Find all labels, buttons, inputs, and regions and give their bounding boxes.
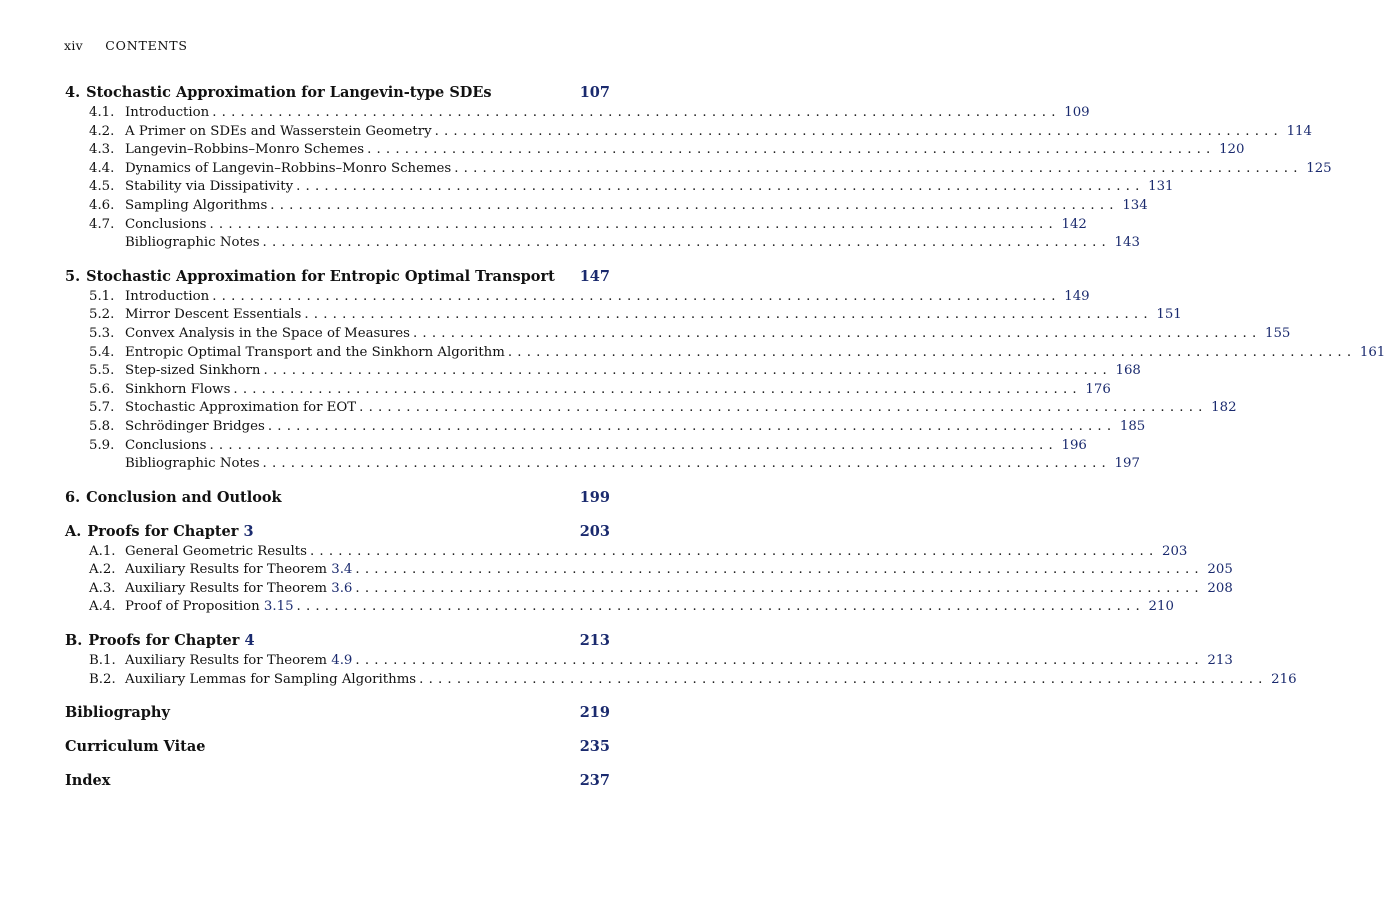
section-entry[interactable]: [65, 235, 1140, 254]
chapter-title: Curriculum Vitae: [65, 738, 206, 756]
section-entry[interactable]: [65, 363, 1141, 382]
chapter-page-link[interactable]: 199: [579, 488, 610, 506]
section-page-link[interactable]: 143: [1114, 235, 1140, 251]
dot-leader: ..........................................................................................: [233, 381, 1082, 397]
section-page-link[interactable]: 161: [1359, 344, 1385, 360]
section-number: A.3.: [89, 580, 116, 596]
section-entry[interactable]: [65, 599, 1174, 618]
dot-leader: ..........................................................................................: [209, 437, 1058, 453]
chapter-title: Proofs for Chapter 4: [88, 632, 255, 650]
dot-leader: ..........................................................................................: [212, 105, 1061, 120]
section-entry[interactable]: [65, 344, 1385, 364]
section-number: 4.7.: [89, 216, 115, 232]
section-number: 5.5.: [89, 363, 115, 379]
section-entry[interactable]: [65, 142, 1245, 161]
section-title: Introduction: [125, 288, 210, 304]
dot-leader: ..........................................................................................: [355, 653, 1204, 669]
chapter-title: Stochastic Approximation for Entropic Optimal Transport: [86, 267, 555, 285]
section-number: A.4.: [89, 599, 116, 615]
section-number: A.1.: [89, 543, 116, 559]
chapter-page-link[interactable]: 237: [579, 772, 610, 790]
theorem-reference-link[interactable]: 4.9: [331, 653, 353, 669]
section-page-link[interactable]: 197: [1114, 456, 1140, 472]
toc-chapter: [65, 632, 1297, 690]
section-title: Schrödinger Bridges: [125, 418, 265, 434]
header-title: CONTENTS: [105, 38, 188, 53]
section-entry[interactable]: [65, 179, 1174, 198]
section-entry[interactable]: [65, 671, 1297, 691]
dot-leader: ..........................................................................................: [367, 142, 1216, 158]
section-title: Auxiliary Lemmas for Sampling Algorithms: [125, 671, 417, 687]
chapter-title: Conclusion and Outlook: [86, 488, 282, 506]
chapter-page-link[interactable]: 147: [579, 267, 610, 285]
chapter-page-link[interactable]: 107: [579, 84, 610, 101]
section-title: A Primer on SDEs and Wasserstein Geometry: [125, 123, 432, 139]
chapter-entry[interactable]: [65, 632, 610, 653]
chapter-page-link[interactable]: 213: [579, 632, 610, 650]
chapter-entry[interactable]: [65, 772, 610, 793]
section-number: 5.2.: [89, 307, 115, 323]
section-title: General Geometric Results: [125, 543, 307, 559]
chapter-number: A.: [65, 522, 82, 540]
dot-leader: ..........................................................................................: [355, 580, 1204, 596]
header-page-number: xiv: [64, 38, 84, 53]
chapter-entry[interactable]: [65, 738, 610, 759]
section-title: Auxiliary Results for Theorem 4.9: [125, 653, 353, 669]
dot-leader: ..........................................................................................: [419, 671, 1268, 687]
section-title: Stability via Dissipativity: [125, 179, 294, 195]
chapter-entry[interactable]: [65, 84, 610, 105]
chapter-title: Bibliography: [65, 704, 170, 722]
theorem-reference-link[interactable]: 3.15: [263, 599, 294, 615]
section-page-link[interactable]: 142: [1061, 216, 1087, 232]
dot-leader: ..........................................................................................: [263, 363, 1112, 379]
dot-leader: ..........................................................................................: [296, 179, 1145, 195]
section-number: B.2.: [89, 671, 116, 687]
section-number: A.2.: [89, 562, 116, 578]
section-entry[interactable]: [65, 381, 1111, 401]
section-number: 5.6.: [89, 381, 115, 397]
toc-chapter: [65, 704, 610, 725]
section-entry[interactable]: [65, 653, 1233, 672]
section-entry[interactable]: [65, 543, 1188, 563]
section-entry[interactable]: [65, 437, 1087, 457]
section-title: Bibliographic Notes: [125, 456, 260, 472]
dot-leader: ..........................................................................................: [355, 562, 1204, 578]
section-title: Sampling Algorithms: [125, 197, 268, 213]
chapter-title: Stochastic Approximation for Langevin-type SDEs: [86, 84, 492, 101]
section-page-link[interactable]: 114: [1286, 123, 1312, 139]
section-title: Proof of Proposition 3.15: [125, 599, 294, 615]
chapter-number: 4.: [65, 84, 81, 101]
section-title: Entropic Optimal Transport and the Sinkhorn Algorithm: [125, 344, 505, 360]
section-entry[interactable]: [65, 123, 1312, 143]
section-entry[interactable]: [65, 562, 1233, 581]
section-title: Langevin–Robbins–Monro Schemes: [125, 142, 365, 158]
toc-chapter: [65, 772, 610, 793]
section-page-link[interactable]: 216: [1271, 671, 1297, 687]
section-number: 4.5.: [89, 179, 115, 195]
section-entry[interactable]: [65, 580, 1233, 600]
dot-leader: ..........................................................................................: [359, 400, 1208, 416]
section-title: Conclusions: [125, 216, 207, 232]
chapter-page-link[interactable]: 219: [579, 704, 610, 722]
section-page-link[interactable]: 125: [1306, 160, 1332, 176]
section-number: 5.4.: [89, 344, 115, 360]
section-title: Stochastic Approximation for EOT: [125, 400, 357, 416]
section-number: 5.7.: [89, 400, 115, 416]
chapter-page-link[interactable]: 235: [579, 738, 610, 756]
section-title: Dynamics of Langevin–Robbins–Monro Schemes: [125, 160, 452, 176]
section-page-link[interactable]: 205: [1207, 562, 1233, 578]
section-page-link[interactable]: 182: [1211, 400, 1237, 416]
dot-leader: ..........................................................................................: [209, 216, 1058, 232]
dot-leader: ..........................................................................................: [296, 599, 1145, 615]
section-entry[interactable]: [65, 216, 1087, 236]
dot-leader: ..........................................................................................: [304, 307, 1153, 323]
chapter-entry[interactable]: [65, 704, 610, 725]
section-page-link[interactable]: 208: [1207, 580, 1233, 596]
section-page-link[interactable]: 151: [1156, 307, 1182, 323]
dot-leader: ..........................................................................................: [262, 456, 1111, 472]
section-title: Convex Analysis in the Space of Measures: [125, 325, 410, 341]
chapter-number: 6.: [65, 488, 81, 506]
section-number: 5.9.: [89, 437, 115, 453]
chapter-title: Proofs for Chapter 3: [87, 522, 254, 540]
section-title: Mirror Descent Essentials: [125, 307, 302, 323]
section-entry[interactable]: [65, 105, 1090, 124]
section-number: 4.1.: [89, 105, 115, 120]
section-title: Sinkhorn Flows: [125, 381, 231, 397]
section-entry[interactable]: [65, 307, 1182, 326]
toc-chapter: [65, 84, 1332, 254]
theorem-reference-link[interactable]: 3.4: [331, 562, 353, 578]
section-page-link[interactable]: 210: [1148, 599, 1174, 615]
section-number: B.1.: [89, 653, 116, 669]
chapter-page-link[interactable]: 203: [579, 522, 610, 540]
section-title: Conclusions: [125, 437, 207, 453]
section-entry[interactable]: [65, 418, 1146, 438]
section-page-link[interactable]: 196: [1061, 437, 1087, 453]
section-page-link[interactable]: 109: [1064, 105, 1090, 120]
section-number: 4.2.: [89, 123, 115, 139]
section-page-link[interactable]: 120: [1219, 142, 1245, 158]
section-page-link[interactable]: 131: [1148, 179, 1174, 195]
section-title: Auxiliary Results for Theorem 3.6: [125, 580, 353, 596]
chapter-number: B.: [65, 632, 83, 650]
chapter-reference-link[interactable]: 4: [244, 632, 255, 650]
section-page-link[interactable]: 213: [1207, 653, 1233, 669]
dot-leader: ..........................................................................................: [309, 543, 1159, 559]
chapter-title: Index: [65, 772, 111, 790]
toc-chapter: [65, 738, 610, 759]
dot-leader: ..........................................................................................: [262, 235, 1111, 251]
dot-leader: ..........................................................................................: [454, 160, 1303, 176]
chapter-entry[interactable]: [65, 489, 610, 510]
section-number: 4.6.: [89, 197, 115, 213]
dot-leader: ..........................................................................................: [270, 197, 1119, 213]
section-number: 5.1.: [89, 288, 115, 304]
chapter-reference-link[interactable]: 3: [243, 522, 254, 540]
section-entry[interactable]: [65, 400, 1237, 419]
chapter-entry[interactable]: [65, 268, 610, 289]
toc-chapter: [65, 522, 1233, 618]
section-title: Step-sized Sinkhorn: [125, 363, 261, 379]
section-entry[interactable]: [65, 288, 1090, 308]
section-entry[interactable]: [65, 325, 1291, 345]
dot-leader: ..........................................................................................: [412, 325, 1262, 341]
section-title: Introduction: [125, 105, 210, 120]
section-page-link[interactable]: 203: [1162, 543, 1188, 559]
section-page-link[interactable]: 155: [1265, 325, 1291, 341]
table-of-contents: [65, 84, 1385, 806]
dot-leader: ..........................................................................................: [507, 344, 1357, 360]
chapter-entry[interactable]: [65, 523, 610, 544]
section-page-link[interactable]: 134: [1122, 197, 1148, 213]
section-page-link[interactable]: 149: [1064, 288, 1090, 304]
dot-leader: ..........................................................................................: [212, 288, 1061, 304]
toc-chapter: [65, 489, 610, 510]
section-number: 5.8.: [89, 418, 115, 434]
section-title: Auxiliary Results for Theorem 3.4: [125, 562, 353, 578]
section-entry[interactable]: [65, 197, 1148, 217]
section-number: 4.4.: [89, 160, 115, 176]
section-number: 5.3.: [89, 325, 115, 341]
theorem-reference-link[interactable]: 3.6: [331, 580, 353, 596]
section-number: 4.3.: [89, 142, 115, 158]
dot-leader: ..........................................................................................: [434, 123, 1283, 139]
section-page-link[interactable]: 185: [1119, 418, 1146, 434]
dot-leader: ..........................................................................................: [267, 418, 1117, 434]
running-header: [64, 38, 188, 53]
toc-chapter: [65, 267, 1385, 475]
chapter-number: 5.: [65, 267, 81, 285]
section-entry[interactable]: [65, 456, 1140, 475]
section-page-link[interactable]: 176: [1085, 381, 1111, 397]
section-page-link[interactable]: 168: [1115, 363, 1141, 379]
section-title: Bibliographic Notes: [125, 235, 260, 251]
section-entry[interactable]: [65, 160, 1332, 180]
